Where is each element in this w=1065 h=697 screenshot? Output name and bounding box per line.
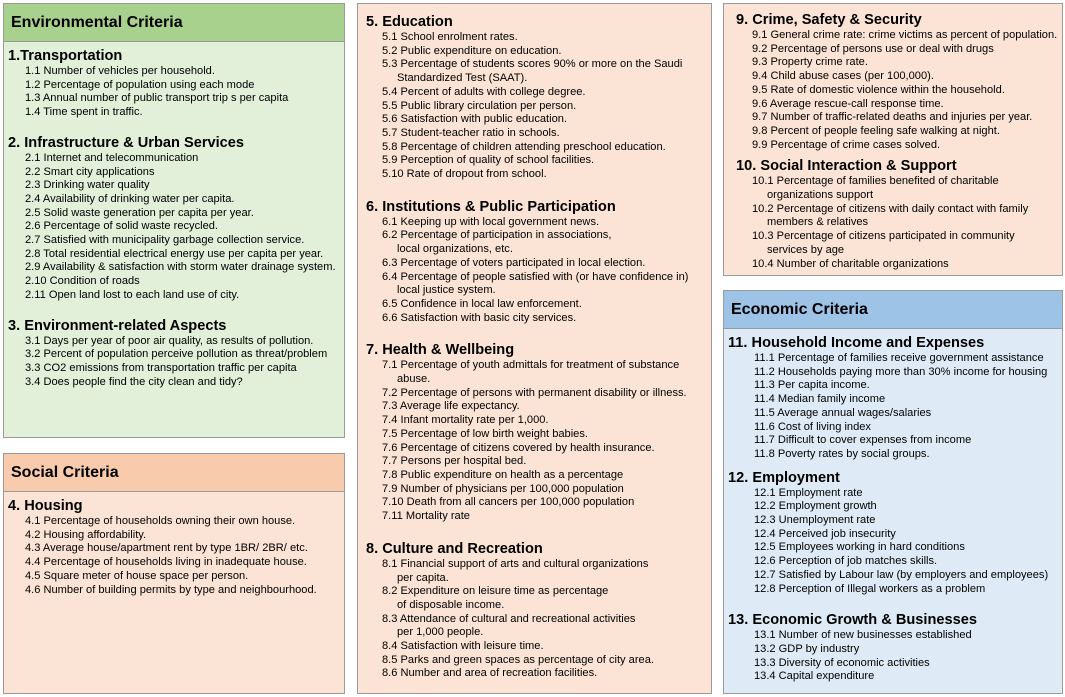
criteria-item: 4.5 Square meter of house space per person.: [25, 569, 249, 582]
criteria-item: 12.8 Perception of Illegal workers as a problem: [754, 582, 986, 595]
criteria-item-line: 5.2 Public expenditure on education.: [382, 44, 562, 57]
criteria-item-line: 5.4 Percent of adults with college degree.: [382, 85, 586, 98]
criteria-item-line: 7.1 Percentage of youth admittals for treatment of substance: [382, 359, 680, 372]
criteria-item-line: 7.11 Mortality rate: [382, 510, 470, 523]
criteria-item: [736, 43, 1062, 57]
criteria-section: [8, 498, 344, 597]
criteria-item: [366, 510, 711, 524]
criteria-item: 4.6 Number of building permits by type and neighbourhood.: [25, 583, 317, 596]
criteria-item: [366, 298, 711, 312]
criteria-item: 11.7 Difficult to cover expenses from income: [754, 434, 972, 447]
criteria-item-line: 9.2 Percentage of persons use or deal with drugs: [752, 42, 994, 55]
criteria-item: [366, 613, 711, 640]
criteria-item-line: 7.9 Number of physicians per 100,000 population: [382, 482, 624, 495]
environmental-criteria-header: Environmental Criteria: [4, 4, 344, 42]
criteria-item-line: 6.6 Satisfaction with basic city services.: [382, 311, 577, 324]
criteria-item-line: abuse.: [397, 373, 431, 386]
criteria-item: [736, 56, 1062, 70]
criteria-section: [8, 135, 344, 303]
criteria-item-line: 7.4 Infant mortality rate per 1,000.: [382, 414, 549, 427]
criteria-item: 2.6 Percentage of solid waste recycled.: [25, 220, 219, 233]
criteria-item: [366, 428, 711, 442]
criteria-item: 1.3 Annual number of public transport trip s per capita: [25, 92, 289, 105]
criteria-item: 4.3 Average house/apartment rent by type 1BR/ 2BR/ etc.: [25, 542, 308, 555]
social-criteria-middle-body: [358, 14, 711, 693]
criteria-item: [366, 216, 711, 230]
criteria-item: [366, 168, 711, 182]
criteria-item: 3.1 Days per year of poor air quality, as results of pollution.: [25, 334, 314, 347]
criteria-item: 12.6 Perception of job matches skills.: [754, 555, 938, 568]
criteria-item-line: local organizations, etc.: [397, 243, 513, 256]
criteria-item: [736, 29, 1062, 43]
criteria-item: 2.9 Availability & satisfaction with storm water drainage system.: [25, 261, 336, 274]
criteria-item-line: Standardized Test (SAAT).: [397, 72, 528, 85]
section-title: 9. Crime, Safety & Security: [736, 12, 922, 28]
criteria-item: [366, 127, 711, 141]
criteria-item: 12.2 Employment growth: [754, 500, 877, 513]
criteria-item: [736, 111, 1062, 125]
criteria-item: 2.1 Internet and telecommunication: [25, 151, 199, 164]
criteria-item: 11.3 Per capita income.: [754, 379, 870, 392]
social-criteria-middle-panel: [357, 3, 712, 694]
criteria-item: 12.3 Unemployment rate: [754, 514, 876, 527]
criteria-item: 12.5 Employees working in hard conditions: [754, 541, 965, 554]
criteria-item: [366, 387, 711, 401]
criteria-item-line: 7.8 Public expenditure on health as a percentage: [382, 468, 624, 481]
criteria-item: [366, 31, 711, 45]
criteria-item-line: 5.6 Satisfaction with public education.: [382, 113, 568, 126]
criteria-item: 3.4 Does people find the city clean and tidy?: [25, 375, 243, 388]
criteria-item-line: 7.5 Percentage of low birth weight babies.: [382, 427, 588, 440]
criteria-item-line: 5.10 Rate of dropout from school.: [382, 168, 547, 181]
criteria-item: [366, 359, 711, 386]
criteria-item: 2.10 Condition of roads: [25, 275, 140, 288]
criteria-item: [366, 469, 711, 483]
criteria-item: [366, 58, 711, 85]
criteria-item: [366, 640, 711, 654]
criteria-section: [728, 335, 1062, 462]
criteria-item: [366, 113, 711, 127]
criteria-item: 2.7 Satisfied with municipality garbage collection service.: [25, 234, 305, 247]
criteria-item: 11.4 Median family income: [754, 393, 886, 406]
criteria-item-line: 5.8 Percentage of children attending preschool education.: [382, 140, 666, 153]
criteria-item-line: 9.8 Percent of people feeling safe walking at night.: [752, 124, 1000, 137]
criteria-item-line: 5.1 School enrolment rates.: [382, 31, 518, 43]
criteria-item: 11.8 Poverty rates by social groups.: [754, 447, 930, 460]
criteria-item: [736, 70, 1062, 84]
criteria-item-line: 10.1 Percentage of families benefited of charitable: [752, 175, 999, 188]
section-title: 2. Infrastructure & Urban Services: [8, 134, 245, 151]
criteria-section: [728, 470, 1062, 597]
criteria-item-line: 9.1 General crime rate: crime victims as percent of population.: [752, 29, 1058, 41]
section-title: 6. Institutions & Public Participation: [366, 198, 616, 215]
criteria-item-line: 9.7 Number of traffic-related deaths and injuries per year.: [752, 111, 1033, 124]
criteria-item: [736, 258, 1062, 272]
criteria-item: [366, 414, 711, 428]
criteria-item: 4.4 Percentage of households living in inadequate house.: [25, 556, 307, 569]
criteria-item-line: services by age: [767, 243, 845, 256]
criteria-item: [736, 125, 1062, 139]
criteria-item: 13.2 GDP by industry: [754, 642, 860, 655]
criteria-item-line: 8.2 Expenditure on leisure time as percentage: [382, 585, 609, 598]
criteria-item: 2.2 Smart city applications: [25, 165, 155, 178]
economic-criteria-panel: [723, 290, 1063, 694]
criteria-item: 3.3 CO2 emissions from transportation traffic per capita: [25, 361, 297, 374]
criteria-item: [366, 86, 711, 100]
criteria-section: [728, 612, 1062, 684]
criteria-item: [366, 154, 711, 168]
criteria-item: 12.4 Perceived job insecurity: [754, 527, 896, 540]
criteria-item: [736, 98, 1062, 112]
criteria-item-line: local justice system.: [397, 284, 496, 297]
section-title: 3. Environment-related Aspects: [8, 317, 227, 334]
criteria-item-line: 8.6 Number and area of recreation facilities.: [382, 667, 598, 680]
criteria-item: 2.5 Solid waste generation per capita per year.: [25, 206, 254, 219]
criteria-item-line: 7.7 Persons per hospital bed.: [382, 455, 527, 468]
criteria-item: [366, 100, 711, 114]
criteria-item: 3.2 Percent of population perceive pollution as threat/problem: [25, 348, 328, 361]
criteria-section: [8, 48, 344, 120]
criteria-section: [366, 199, 711, 326]
section-title: 13. Economic Growth & Businesses: [728, 612, 977, 629]
criteria-item: [736, 175, 1062, 202]
criteria-item: 4.2 Housing affordability.: [25, 528, 147, 541]
criteria-item-line: 8.5 Parks and green spaces as percentage of city area.: [382, 653, 654, 666]
criteria-item: [736, 84, 1062, 98]
section-title: 10. Social Interaction & Support: [736, 158, 957, 175]
criteria-item-line: 5.3 Percentage of students scores 90% or more on the Saudi: [382, 58, 683, 71]
criteria-item: [366, 45, 711, 59]
criteria-item: 2.11 Open land lost to each land use of city.: [25, 288, 240, 301]
criteria-item-line: 9.5 Rate of domestic violence within the household.: [752, 83, 1005, 96]
criteria-item-line: 7.3 Average life expectancy.: [382, 400, 520, 413]
criteria-item: 11.1 Percentage of families receive government assistance: [754, 352, 1044, 364]
criteria-item-line: 6.3 Percentage of voters participated in local election.: [382, 256, 646, 269]
economic-criteria-header: Economic Criteria: [724, 291, 1062, 329]
social-criteria-right-panel: [723, 3, 1063, 276]
section-title: 5. Education: [366, 14, 453, 30]
criteria-item: [736, 203, 1062, 230]
economic-criteria-body: [724, 335, 1062, 693]
criteria-item: [366, 400, 711, 414]
criteria-item-line: 6.2 Percentage of participation in associations,: [382, 229, 612, 242]
criteria-item-line: 6.5 Confidence in local law enforcement.: [382, 297, 582, 310]
criteria-item-line: 6.4 Percentage of people satisfied with (or have confidence in): [382, 270, 689, 283]
criteria-item-line: 7.2 Percentage of persons with permanent disability or illness.: [382, 386, 687, 399]
section-title: 8. Culture and Recreation: [366, 540, 543, 557]
criteria-item-line: 10.2 Percentage of citizens with daily contact with family: [752, 202, 1029, 215]
criteria-item-line: 10.3 Percentage of citizens participated in community: [752, 230, 1015, 243]
criteria-item-line: 9.4 Child abuse cases (per 100,000).: [752, 70, 934, 83]
environmental-criteria-panel: [3, 3, 345, 438]
criteria-section: [366, 541, 711, 681]
criteria-item: [366, 141, 711, 155]
section-title: 7. Health & Wellbeing: [366, 342, 515, 359]
criteria-item: [366, 257, 711, 271]
criteria-item: 2.8 Total residential electrical energy use per capita per year.: [25, 247, 324, 260]
section-title: 1.Transportation: [8, 48, 123, 64]
criteria-item: [366, 271, 711, 298]
criteria-item-line: 5.9 Perception of quality of school facilities.: [382, 154, 595, 167]
criteria-item-line: organizations support: [767, 189, 874, 202]
section-title: 12. Employment: [728, 469, 840, 486]
criteria-item: 1.2 Percentage of population using each mode: [25, 78, 255, 91]
criteria-item: [366, 558, 711, 585]
criteria-item: 1.4 Time spent in traffic.: [25, 106, 143, 119]
criteria-section: [736, 12, 1062, 152]
criteria-item: 1.1 Number of vehicles per household.: [25, 65, 215, 77]
criteria-item: [366, 229, 711, 256]
criteria-item-line: 9.6 Average rescue-call response time.: [752, 97, 944, 110]
criteria-item: 12.7 Satisfied by Labour law (by employers and employees): [754, 568, 1049, 581]
criteria-item: [366, 312, 711, 326]
section-title: 11. Household Income and Expenses: [728, 335, 985, 351]
social-criteria-body: [4, 498, 344, 693]
criteria-item-line: per 1,000 people.: [397, 626, 484, 639]
criteria-item: 13.3 Diversity of economic activities: [754, 656, 930, 669]
criteria-item: 4.1 Percentage of households owning their own house.: [25, 515, 296, 527]
criteria-item-line: members & relatives: [767, 216, 869, 229]
criteria-item-line: 8.1 Financial support of arts and cultural organizations: [382, 557, 649, 570]
criteria-item-line: 9.9 Percentage of crime cases solved.: [752, 138, 941, 151]
criteria-item-line: 10.4 Number of charitable organizations: [752, 257, 949, 270]
criteria-item-line: 8.4 Satisfaction with leisure time.: [382, 640, 544, 653]
section-title: 4. Housing: [8, 498, 83, 514]
criteria-item-line: per capita.: [397, 571, 449, 584]
criteria-item-line: 5.5 Public library circulation per person.: [382, 99, 577, 112]
criteria-item-line: 7.6 Percentage of citizens covered by health insurance.: [382, 441, 655, 454]
criteria-item: [366, 585, 711, 612]
criteria-item: [366, 455, 711, 469]
criteria-item: [736, 139, 1062, 153]
criteria-item: 2.4 Availability of drinking water per capita.: [25, 192, 235, 205]
criteria-item: 11.6 Cost of living index: [754, 420, 871, 433]
criteria-item-line: 6.1 Keeping up with local government news.: [382, 215, 600, 228]
criteria-item: 2.3 Drinking water quality: [25, 179, 150, 192]
social-criteria-right-body: [724, 12, 1062, 275]
criteria-item-line: of disposable income.: [397, 598, 505, 611]
criteria-item: 13.1 Number of new businesses established: [754, 629, 972, 642]
criteria-item: [736, 230, 1062, 257]
criteria-item: 12.1 Employment rate: [754, 486, 863, 499]
criteria-item: [366, 496, 711, 510]
criteria-section: [736, 158, 1062, 271]
criteria-section: [366, 342, 711, 523]
criteria-item: 11.5 Average annual wages/salaries: [754, 406, 932, 419]
criteria-item-line: 7.10 Death from all cancers per 100,000 population: [382, 496, 635, 509]
social-criteria-header: Social Criteria: [4, 454, 344, 492]
criteria-section: [366, 14, 711, 182]
criteria-item: [366, 442, 711, 456]
criteria-item: 11.2 Households paying more than 30% income for housing: [754, 365, 1048, 378]
criteria-item: [366, 483, 711, 497]
criteria-item-line: 9.3 Property crime rate.: [752, 56, 868, 69]
criteria-item: [366, 667, 711, 681]
criteria-item: 13.4 Capital expenditure: [754, 670, 875, 683]
environmental-criteria-body: [4, 48, 344, 437]
criteria-item-line: 5.7 Student-teacher ratio in schools.: [382, 126, 560, 139]
criteria-item: [366, 654, 711, 668]
criteria-item-line: 8.3 Attendance of cultural and recreational activities: [382, 612, 636, 625]
social-criteria-panel: [3, 453, 345, 694]
criteria-section: [8, 318, 344, 390]
